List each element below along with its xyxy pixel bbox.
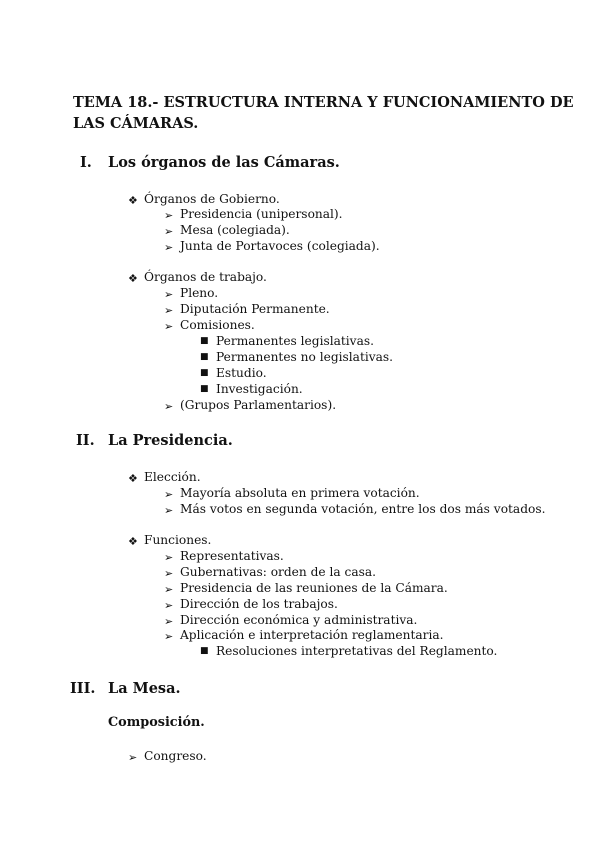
square-bullet-icon: ■ [200,384,209,394]
arrow-bullet-icon: ➢ [164,567,174,580]
diamond-bullet-icon: ❖ [128,194,138,207]
square-bullet-icon: ■ [200,352,209,362]
list-item: Pleno. [180,286,219,300]
arrow-bullet-icon: ➢ [164,304,174,317]
section-title: Los órganos de las Cámaras. [108,154,340,171]
document-title-line-2: LAS CÁMARAS. [73,115,199,132]
group-label: Funciones. [144,533,212,547]
diamond-bullet-icon: ❖ [128,272,138,285]
list-item: Comisiones. [180,318,255,332]
arrow-bullet-icon: ➢ [164,551,174,564]
list-item: Más votos en segunda votación, entre los dos más votados. [180,502,546,516]
sub-list-item: Permanentes legislativas. [216,334,374,348]
section-number: I. [80,154,92,171]
arrow-bullet-icon: ➢ [164,209,174,222]
document-title-line-1: TEMA 18.- ESTRUCTURA INTERNA Y FUNCIONAMIENTO DE [73,94,574,111]
diamond-bullet-icon: ❖ [128,535,138,548]
list-item: Mesa (colegiada). [180,223,290,237]
diamond-bullet-icon: ❖ [128,472,138,485]
list-item: Junta de Portavoces (colegiada). [180,239,380,253]
arrow-bullet-icon: ➢ [164,488,174,501]
section-title: La Presidencia. [108,432,233,449]
section-number: III. [70,680,96,697]
list-item: (Grupos Parlamentarios). [180,398,337,412]
sub-list-item: Investigación. [216,382,303,396]
list-item: Congreso. [144,749,207,763]
section-title: La Mesa. [108,680,181,697]
list-item: Presidencia (unipersonal). [180,207,343,221]
list-item: Dirección económica y administrativa. [180,613,418,627]
list-item: Mayoría absoluta en primera votación. [180,486,420,500]
list-item: Dirección de los trabajos. [180,597,338,611]
arrow-bullet-icon: ➢ [164,583,174,596]
subheading: Composición. [108,715,205,730]
sub-list-item: Resoluciones interpretativas del Reglamento. [216,644,498,658]
arrow-bullet-icon: ➢ [164,288,174,301]
arrow-bullet-icon: ➢ [164,615,174,628]
arrow-bullet-icon: ➢ [164,241,174,254]
arrow-bullet-icon: ➢ [164,504,174,517]
arrow-bullet-icon: ➢ [164,630,174,643]
list-item: Representativas. [180,549,284,563]
square-bullet-icon: ■ [200,368,209,378]
sub-list-item: Permanentes no legislativas. [216,350,394,364]
arrow-bullet-icon: ➢ [164,599,174,612]
group-label: Elección. [144,470,201,484]
arrow-bullet-icon: ➢ [128,751,138,764]
list-item: Presidencia de las reuniones de la Cámara. [180,581,448,595]
arrow-bullet-icon: ➢ [164,400,174,413]
group-label: Órganos de Gobierno. [144,192,280,206]
square-bullet-icon: ■ [200,336,209,346]
list-item: Gubernativas: orden de la casa. [180,565,377,579]
section-number: II. [76,432,95,449]
arrow-bullet-icon: ➢ [164,225,174,238]
list-item: Diputación Permanente. [180,302,330,316]
list-item: Aplicación e interpretación reglamentaria. [180,628,444,642]
arrow-bullet-icon: ➢ [164,320,174,333]
square-bullet-icon: ■ [200,646,209,656]
group-label: Órganos de trabajo. [144,270,267,284]
sub-list-item: Estudio. [216,366,267,380]
